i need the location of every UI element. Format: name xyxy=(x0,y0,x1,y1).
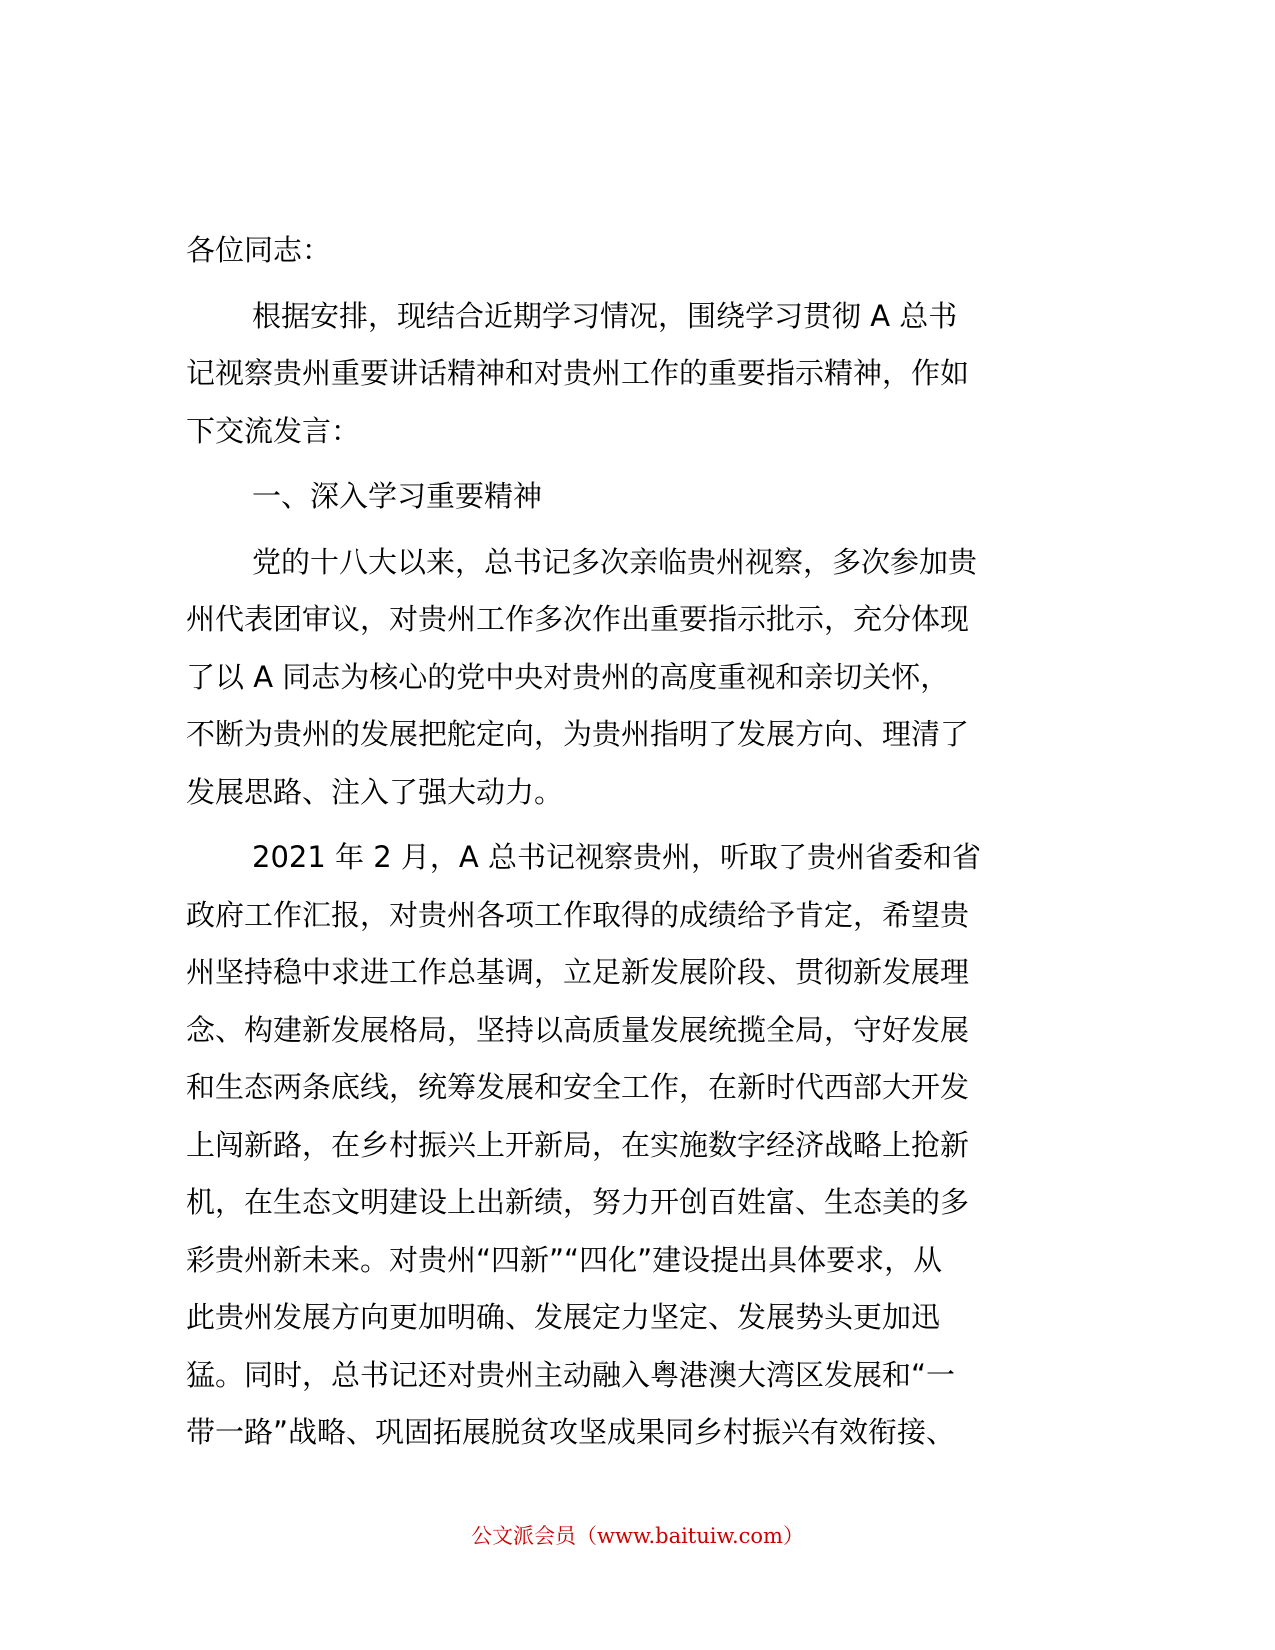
text-line: 念、构建新发展格局，坚持以高质量发展统揽全局，守好发展 xyxy=(186,1012,970,1047)
paragraph-2 xyxy=(186,829,1086,1462)
section-heading: 一、深入学习重要精神 xyxy=(252,479,543,513)
text-line: 州代表团审议，对贵州工作多次作出重要指示批示，充分体现 xyxy=(186,602,970,636)
text-line: 了以 A 同志为核心的党中央对贵州的高度重视和亲切关怀， xyxy=(186,659,950,694)
footer-watermark-link[interactable]: 公文派会员（www.baituiw.com） xyxy=(471,1524,804,1548)
text-line: 和生态两条底线，统筹发展和安全工作，在新时代西部大开发 xyxy=(186,1070,970,1104)
text-line: 州坚持稳中求进工作总基调，立足新发展阶段、贯彻新发展理 xyxy=(186,955,970,989)
salutation: 各位同志： xyxy=(186,233,332,267)
text-line: 上闯新路，在乡村振兴上开新局，在实施数字经济战略上抢新 xyxy=(186,1127,970,1162)
text-line: 猛。同时，总书记还对贵州主动融入粤港澳大湾区发展和“一 xyxy=(186,1357,956,1392)
text-line: 带一路”战略、巩固拓展脱贫攻坚成果同乡村振兴有效衔接、 xyxy=(186,1415,956,1449)
text-line: 根据安排，现结合近期学习情况，围绕学习贯彻 A 总书 xyxy=(252,298,958,333)
text-line: 不断为贵州的发展把舵定向，为贵州指明了发展方向、理清了 xyxy=(186,717,970,751)
text-line: 发展思路、注入了强大动力。 xyxy=(186,774,564,809)
paragraph-1 xyxy=(186,534,1086,822)
text-line: 记视察贵州重要讲话精神和对贵州工作的重要指示精神，作如 xyxy=(186,356,970,390)
text-line: 2021 年 2 月，A 总书记视察贵州，听取了贵州省委和省 xyxy=(252,840,981,874)
text-line: 政府工作汇报，对贵州各项工作取得的成绩给予肯定，希望贵 xyxy=(186,897,970,932)
text-line: 此贵州发展方向更加明确、发展定力坚定、发展势头更加迅 xyxy=(186,1300,941,1334)
text-line: 机，在生态文明建设上出新绩，努力开创百姓富、生态美的多 xyxy=(186,1185,970,1219)
intro-paragraph xyxy=(186,288,1086,461)
text-line: 彩贵州新未来。对贵州“四新”“四化”建设提出具体要求，从 xyxy=(186,1242,943,1277)
text-line: 下交流发言： xyxy=(186,413,361,448)
document-body xyxy=(186,222,1086,1462)
text-line: 党的十八大以来，总书记多次亲临贵州视察，多次参加贵 xyxy=(252,544,978,579)
